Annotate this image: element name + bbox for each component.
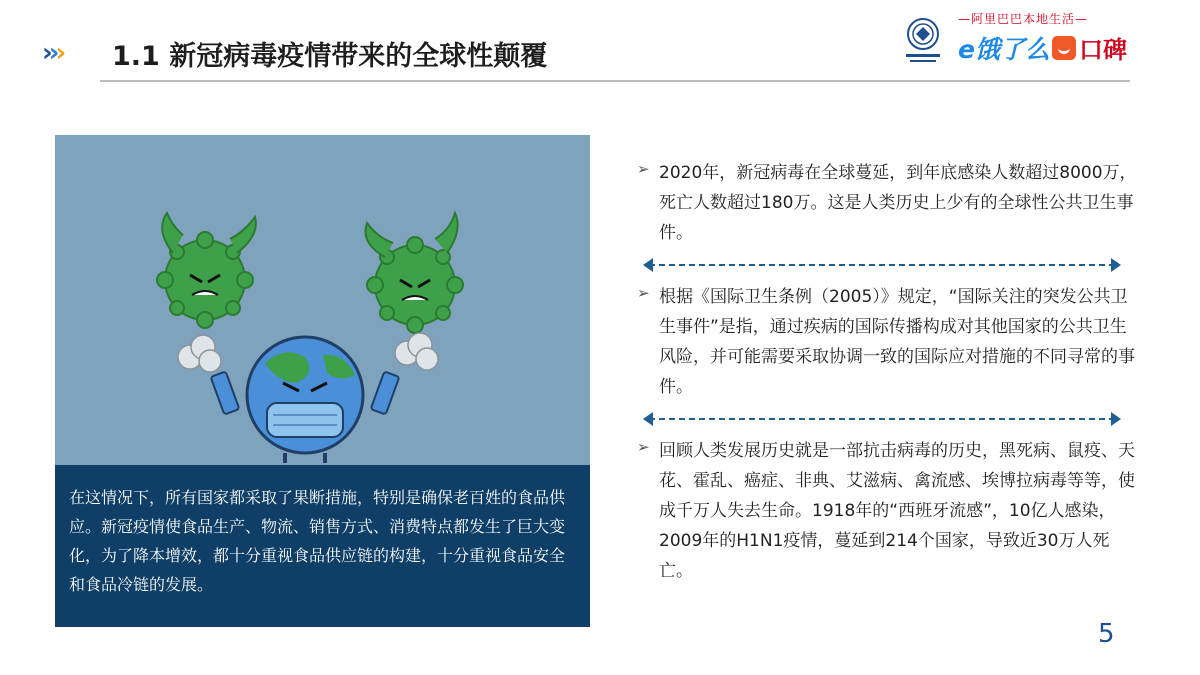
slide-title: 1.1 新冠病毒疫情带来的全球性颠覆 bbox=[112, 41, 548, 72]
koubei-smile-icon bbox=[1052, 36, 1076, 60]
bullet-text: 2020年，新冠病毒在全球蔓延，到年底感染人数超过8000万，死亡人数超过180万。这是人类历史上少有的全球性公共卫生事件。 bbox=[659, 163, 1137, 243]
virus-icon bbox=[365, 213, 463, 333]
arrow-bullet-icon: ➢ bbox=[637, 160, 650, 178]
arrow-right-icon bbox=[1111, 412, 1121, 426]
arrow-bullet-icon: ➢ bbox=[637, 284, 650, 302]
section-chevrons bbox=[42, 40, 62, 66]
koubei-logo-text: 口碑 bbox=[1079, 36, 1127, 64]
page-number: 5 bbox=[1098, 619, 1115, 649]
koubei-logo bbox=[1052, 30, 1127, 65]
dashed-arrow-divider bbox=[637, 248, 1137, 282]
dashed-arrow-divider bbox=[637, 402, 1137, 436]
spray-can-icon bbox=[211, 371, 240, 414]
virus-icon bbox=[157, 213, 256, 328]
earth-mask-icon bbox=[247, 337, 363, 463]
bullet-text: 回顾人类发展历史就是一部抗击病毒的历史，黑死病、鼠疫、天花、霍乱、癌症、非典、艾滋病、禽流感、埃博拉病毒等等，使成千万人失去生命。1918年的“西班牙流感”，10亿人感染，2009年的H1N1疫情，蔓延到214个国家，导致近30万人死亡。 bbox=[659, 441, 1135, 581]
bullet-item bbox=[637, 436, 1137, 586]
caption-text: 在这情况下，所有国家都采取了果断措施，特别是确保老百姓的食品供应。新冠疫情使食品生产、物流、销售方式、消费特点都发生了巨大变化，为了降本增效，都十分重视食品供应链的构建，十分重视食品安全和食品冷链的发展。 bbox=[69, 488, 566, 594]
spray-can-icon bbox=[371, 371, 400, 414]
chevron-right-icon: › bbox=[48, 38, 56, 68]
caption-box bbox=[55, 465, 590, 627]
spray-cloud-icon bbox=[178, 335, 221, 372]
association-seal-logo bbox=[898, 14, 948, 68]
bullet-item bbox=[637, 158, 1137, 248]
arrow-right-icon bbox=[1111, 258, 1121, 272]
brand-tagline: —阿里巴巴本地生活— bbox=[958, 12, 1089, 26]
arrow-bullet-icon: ➢ bbox=[637, 438, 650, 456]
chevron-right-icon: › bbox=[42, 38, 49, 68]
bullet-list bbox=[637, 158, 1137, 586]
bullet-text: 根据《国际卫生条例（2005）》规定，“国际关注的突发公共卫生事件”是指，通过疾病的国际传播构成对其他国家的公共卫生风险，并可能需要采取协调一致的国际应对措施的不同寻常的事件。 bbox=[659, 287, 1135, 397]
chevron-right-icon: › bbox=[55, 38, 63, 68]
eleme-logo: e饿了么 bbox=[958, 35, 1050, 64]
spray-cloud-icon bbox=[395, 333, 438, 370]
covid-illustration bbox=[55, 135, 590, 465]
title-divider bbox=[100, 80, 1130, 82]
bullet-item bbox=[637, 282, 1137, 402]
